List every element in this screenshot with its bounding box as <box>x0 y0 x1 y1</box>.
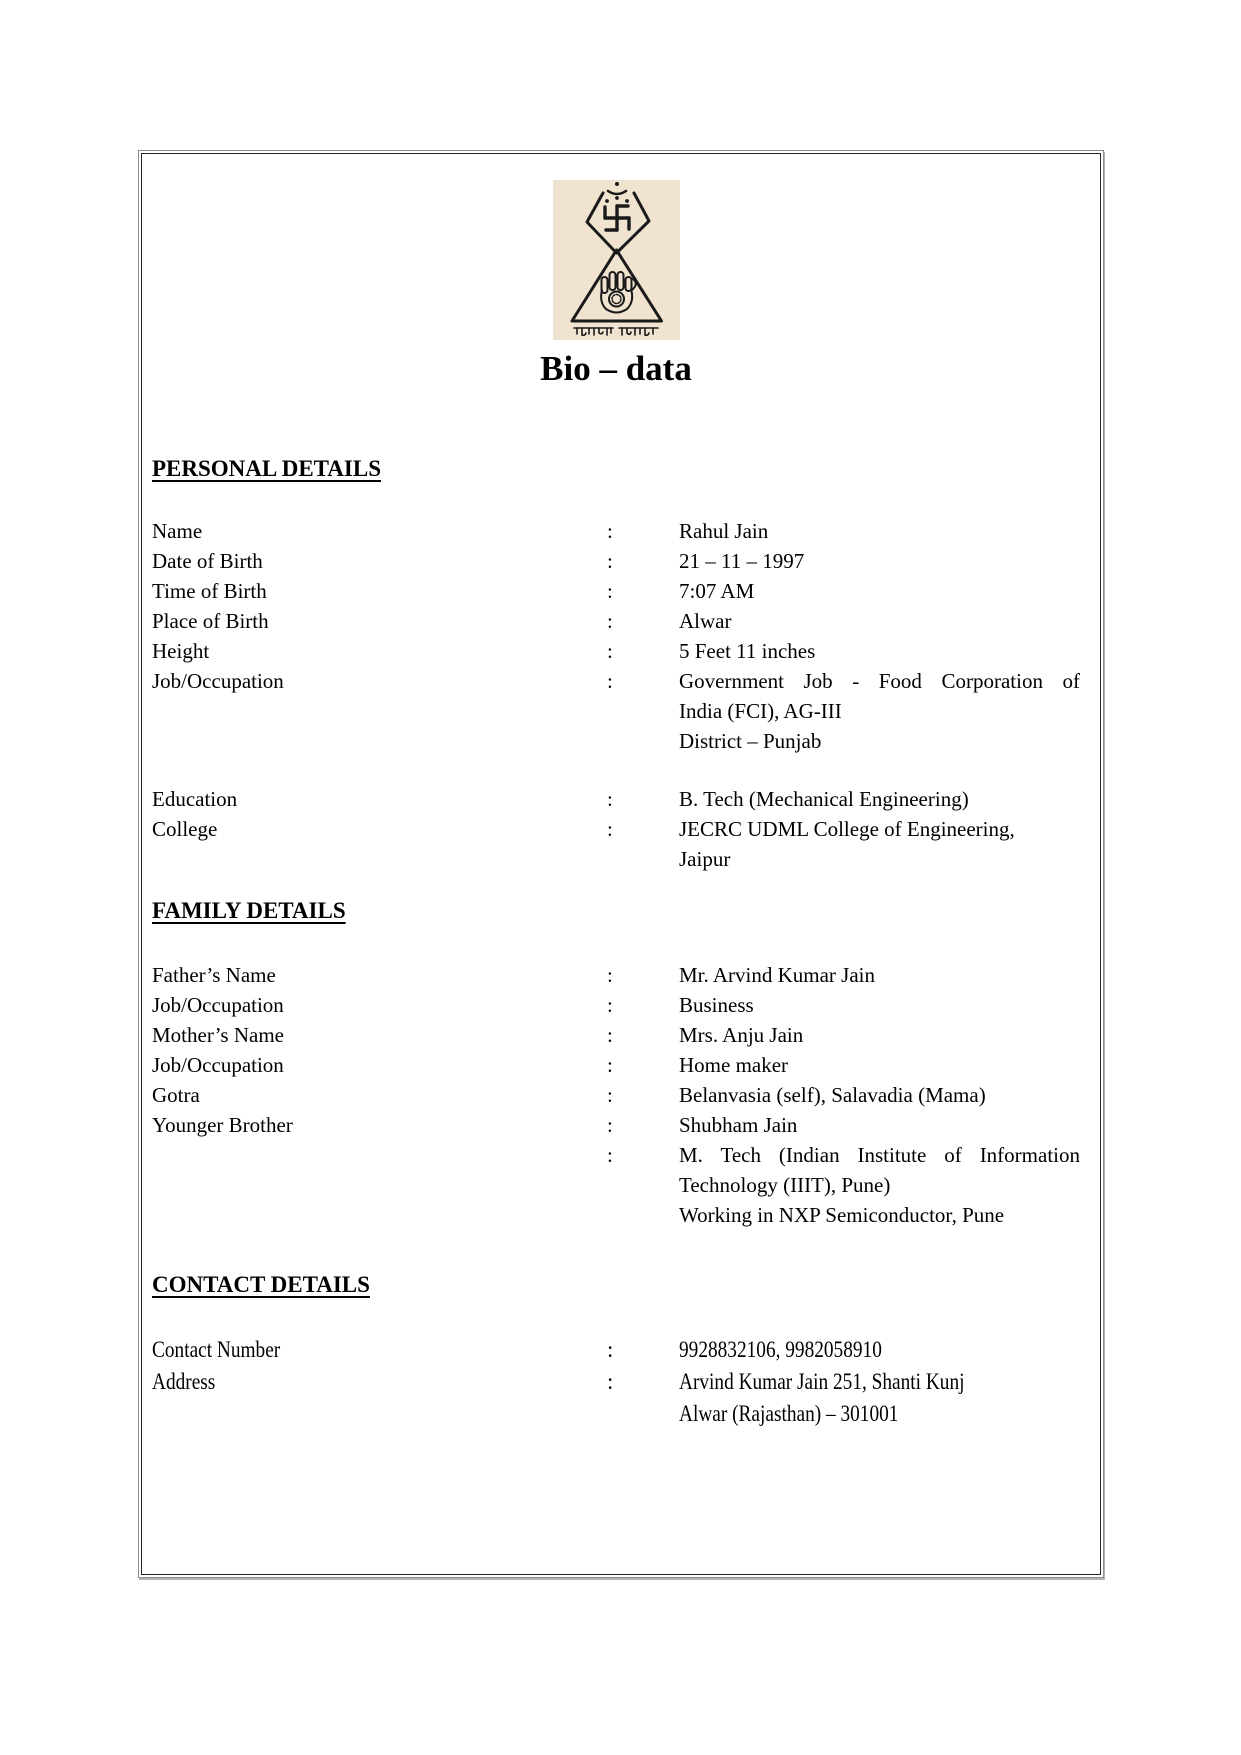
row-value-line: Technology (IIIT), Pune) <box>679 1173 891 1197</box>
row-label <box>152 960 607 990</box>
row-label-text: Job/Occupation <box>152 1053 284 1077</box>
row-value <box>679 516 1080 546</box>
row-label-text: Date of Birth <box>152 549 263 573</box>
row-label <box>152 1110 607 1140</box>
row-label-text: Name <box>152 519 203 543</box>
detail-row <box>152 546 1080 576</box>
detail-row <box>152 1334 1080 1366</box>
row-value-line: Rahul Jain <box>679 519 769 543</box>
detail-row <box>152 1080 1080 1110</box>
row-value-line: Shubham Jain <box>679 1113 798 1137</box>
row-label-text: Time of Birth <box>152 579 267 603</box>
section-heading: CONTACT DETAILS <box>152 1272 370 1297</box>
row-label <box>152 636 607 666</box>
row-colon: : <box>607 579 613 603</box>
row-value <box>679 1110 1080 1140</box>
row-label-text: Education <box>152 787 238 811</box>
detail-row <box>152 814 1080 874</box>
row-label <box>152 1140 607 1230</box>
detail-row <box>152 636 1080 666</box>
row-value-line: Alwar (Rajasthan) – 301001 <box>679 1401 899 1426</box>
row-label-text: Father’s Name <box>152 963 276 987</box>
detail-row <box>152 1366 1080 1430</box>
row-label <box>152 666 607 756</box>
logo-background <box>553 180 680 340</box>
row-colon: : <box>607 787 613 811</box>
row-label-text: Contact Number <box>152 1337 281 1362</box>
row-colon: : <box>607 549 613 573</box>
row-colon: : <box>607 993 613 1017</box>
row-value <box>679 666 1080 756</box>
row-value-line: 5 Feet 11 inches <box>679 639 816 663</box>
detail-row <box>152 990 1080 1020</box>
row-label <box>152 576 607 606</box>
siddha-dot <box>615 182 619 186</box>
jain-emblem-logo <box>553 180 680 340</box>
detail-row <box>152 1110 1080 1140</box>
detail-row <box>152 516 1080 546</box>
row-value <box>679 636 1080 666</box>
detail-row <box>152 960 1080 990</box>
detail-row <box>152 576 1080 606</box>
row-value <box>679 1140 1080 1230</box>
section-heading: FAMILY DETAILS <box>152 898 346 923</box>
row-value-line: 21 – 11 – 1997 <box>679 549 805 573</box>
row-value-line: India (FCI), AG-III <box>679 699 842 723</box>
row-label <box>152 990 607 1020</box>
row-value-line: JECRC UDML College of Engineering, <box>679 817 1015 841</box>
row-value <box>679 1050 1080 1080</box>
row-label-text: Younger Brother <box>152 1113 293 1137</box>
detail-row <box>152 606 1080 636</box>
sections-container <box>152 456 1080 1430</box>
row-colon: : <box>607 639 613 663</box>
row-colon: : <box>607 1143 613 1167</box>
document-body <box>141 153 1101 1575</box>
row-value <box>679 546 1080 576</box>
detail-row <box>152 1020 1080 1050</box>
row-value-line: Alwar <box>679 609 732 633</box>
row-label-text: Height <box>152 639 210 663</box>
page-border <box>138 150 1104 1578</box>
row-colon: : <box>607 963 613 987</box>
row-value-line: Belanvasia (self), Salavadia (Mama) <box>679 1083 986 1107</box>
row-label-text: Place of Birth <box>152 609 269 633</box>
detail-row <box>152 1140 1080 1230</box>
row-label-text: Address <box>152 1369 216 1394</box>
row-colon: : <box>607 1369 614 1394</box>
row-label <box>152 814 607 874</box>
row-label <box>152 1050 607 1080</box>
row-value <box>679 990 1080 1020</box>
row-value <box>679 1080 1080 1110</box>
row-colon: : <box>607 519 613 543</box>
row-label <box>152 1020 607 1050</box>
row-value-line: 9928832106, 9982058910 <box>679 1337 882 1362</box>
detail-row <box>152 1050 1080 1080</box>
detail-row <box>152 784 1080 814</box>
row-value <box>679 814 1080 874</box>
row-colon: : <box>607 817 613 841</box>
row-value <box>679 1334 1080 1366</box>
row-value-line: Mr. Arvind Kumar Jain <box>679 963 875 987</box>
row-label-text: Gotra <box>152 1083 200 1107</box>
page-title: Bio – data <box>540 349 692 388</box>
row-label <box>152 1080 607 1110</box>
row-label <box>152 784 607 814</box>
detail-row <box>152 666 1080 756</box>
row-value-line: Jaipur <box>679 847 731 871</box>
row-colon: : <box>607 1337 614 1362</box>
row-value-line: Arvind Kumar Jain 251, Shanti Kunj <box>679 1369 965 1394</box>
row-value <box>679 1020 1080 1050</box>
row-value-line: Home maker <box>679 1053 789 1077</box>
row-label <box>152 606 607 636</box>
row-colon: : <box>607 1023 613 1047</box>
row-value <box>679 784 1080 814</box>
row-label <box>152 546 607 576</box>
row-value <box>679 606 1080 636</box>
row-value-line: 7:07 AM <box>679 579 755 603</box>
row-value-line: B. Tech (Mechanical Engineering) <box>679 787 969 811</box>
row-colon: : <box>607 1113 613 1137</box>
row-label <box>152 1366 607 1430</box>
row-label-text: Job/Occupation <box>152 993 284 1017</box>
row-value-line: M. Tech (Indian Institute of Information <box>679 1143 1080 1167</box>
row-colon: : <box>607 1083 613 1107</box>
row-value <box>679 576 1080 606</box>
row-value <box>679 960 1080 990</box>
row-value <box>679 1366 1080 1430</box>
row-label <box>152 1334 607 1366</box>
row-label-text: Job/Occupation <box>152 669 284 693</box>
section-heading: PERSONAL DETAILS <box>152 456 382 481</box>
row-value-line: Government Job - Food Corporation of <box>679 669 1080 693</box>
row-value-line: District – Punjab <box>679 729 822 753</box>
row-label-text: College <box>152 817 218 841</box>
row-label-text: Mother’s Name <box>152 1023 284 1047</box>
row-value-line: Business <box>679 993 754 1017</box>
row-colon: : <box>607 609 613 633</box>
row-value-line: Working in NXP Semiconductor, Pune <box>679 1203 1005 1227</box>
row-colon: : <box>607 669 613 693</box>
row-label <box>152 516 607 546</box>
row-value-line: Mrs. Anju Jain <box>679 1023 804 1047</box>
row-colon: : <box>607 1053 613 1077</box>
